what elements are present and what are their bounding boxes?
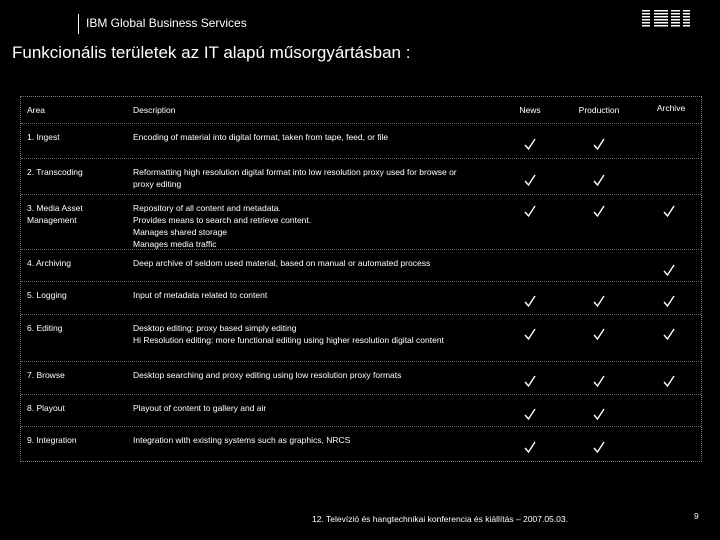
check-icon-news — [523, 204, 537, 218]
ibm-logo-text: IBM — [642, 9, 644, 10]
row-area: 1. Ingest — [27, 132, 60, 142]
col-header-description: Description — [133, 105, 176, 115]
check-icon-archive — [662, 327, 676, 341]
table-row — [21, 394, 701, 427]
col-header-production: Production — [578, 105, 620, 115]
header-divider — [78, 14, 79, 34]
col-header-archive: Archive — [656, 103, 686, 113]
check-icon-news — [523, 374, 537, 388]
check-icon-production — [592, 294, 606, 308]
row-description: Repository of all content and metadata. Provides means to search and retrieve content. Manages shared storage Manages media traffic — [133, 203, 312, 249]
page-title: Funkcionális területek az IT alapú műsorgyártásban : — [12, 43, 411, 62]
table-row — [21, 314, 701, 362]
table-row — [21, 194, 701, 250]
row-description: Reformatting high resolution digital format into low resolution proxy used for browse or proxy editing — [133, 167, 457, 189]
row-description: Desktop searching and proxy editing using low resolution proxy formats — [133, 370, 402, 380]
check-icon-production — [592, 407, 606, 421]
row-description: Input of metadata related to content — [133, 290, 268, 300]
row-area: 9. Integration — [27, 435, 77, 445]
check-icon-news — [523, 407, 537, 421]
check-icon-production — [592, 204, 606, 218]
col-header-area: Area — [27, 105, 45, 115]
row-description: Integration with existing systems such as graphics, NRCS — [133, 435, 351, 445]
row-description: Encoding of material into digital format, taken from tape, feed, or file — [133, 132, 389, 142]
footer-text: 12. Televízió és hangtechnikai konferencia és kiállítás – 2007.05.03. — [312, 514, 568, 524]
check-icon-production — [592, 173, 606, 187]
row-area: 3. Media Asset Management — [27, 203, 83, 225]
table-row — [21, 361, 701, 395]
row-area: 8. Playout — [27, 403, 65, 413]
table-row — [21, 426, 701, 462]
col-header-news: News — [519, 105, 541, 115]
check-icon-news — [523, 137, 537, 151]
row-area: 2. Transcoding — [27, 167, 83, 177]
check-icon-archive — [662, 294, 676, 308]
row-description: Deep archive of seldom used material, based on manual or automated process — [133, 258, 431, 268]
row-area: 6. Editing — [27, 323, 63, 333]
table-row — [21, 158, 701, 195]
check-icon-news — [523, 173, 537, 187]
table-row — [21, 123, 701, 159]
row-area: 5. Logging — [27, 290, 67, 300]
check-icon-production — [592, 374, 606, 388]
table-header-row — [21, 97, 701, 123]
check-icon-production — [592, 137, 606, 151]
check-icon-archive — [662, 263, 676, 277]
row-description: Playout of content to gallery and air — [133, 403, 267, 413]
check-icon-archive — [662, 374, 676, 388]
row-area: 7. Browse — [27, 370, 65, 380]
table-row — [21, 281, 701, 315]
header — [0, 0, 720, 36]
check-icon-news — [523, 294, 537, 308]
check-icon-production — [592, 440, 606, 454]
table-row — [21, 249, 701, 282]
header-brand: IBM Global Business Services — [86, 16, 247, 30]
functional-areas-table — [20, 96, 702, 462]
row-description: Desktop editing: proxy based simply editing Hi Resolution editing: more functional editing using higher resolution digital content — [133, 323, 444, 345]
page-number: 9 — [694, 511, 699, 521]
row-area: 4. Archiving — [27, 258, 71, 268]
check-icon-production — [592, 327, 606, 341]
ibm-logo — [642, 9, 690, 29]
check-icon-news — [523, 440, 537, 454]
check-icon-archive — [662, 204, 676, 218]
check-icon-news — [523, 327, 537, 341]
